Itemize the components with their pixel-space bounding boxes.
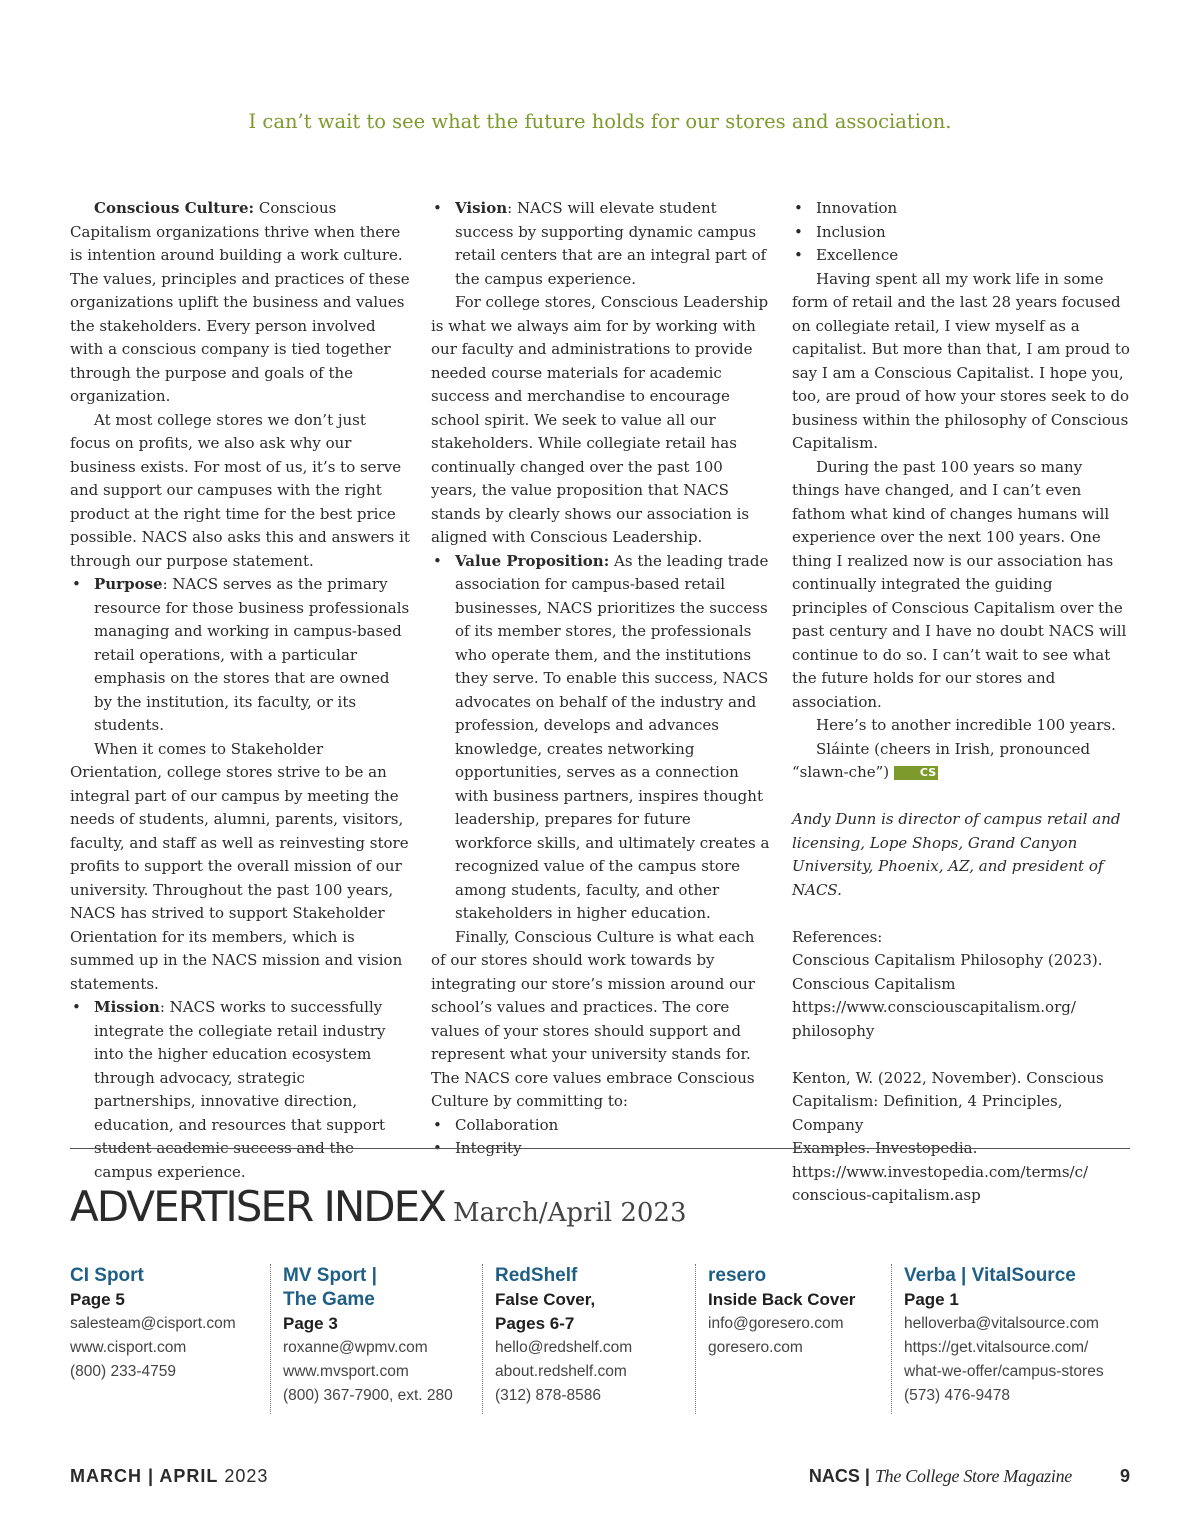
phone-number: (800) 367-7900, ext. 280 [283,1387,453,1404]
paragraph: Finally, Conscious Culture is what each of our stores should work towards by integrating our store’s mission around our school’s values and practices. The core values of your stores should support and represent what your university stands for. The NACS core values embrace Conscious Culture by committing to: [431,927,755,1110]
paragraph: During the past 100 years so many things have changed, and I can’t even fathom what kind of changes humans will experience over the next 100 years. One thing I realized now is our association has continually integrated the guiding principles of Conscious Capitalism over the past century and I have no doubt NACS will continue to do so. I can’t wait to see what the future holds for our stores and association. [792,457,1127,711]
list-item: • Innovation [816,197,1132,221]
paragraph: When it comes to Stakeholder Orientation, college stores strive to be an integral part of our campus by meeting the needs of students, alumni, parents, visitors, faculty, and staff as well as reinvesting store profits to support the overall mission of our university. Throughout the past 100 years, NACS has strived to support Stakeholder Orientation for its members, which is summed up in the NACS mission and vision statements. [70,739,409,993]
paragraph: For college stores, Conscious Leadership is what we always aim for by working with our faculty and administrations to provide needed course materials for academic success and merchandise to encourage school spirit. We seek to value all our stakeholders. While collegiate retail has continually changed over the past 100 years, the value proposition that NACS stands by clearly shows our association is aligned with Conscious Leadership. [431,293,769,546]
advertiser-page: Page 3 [283,1314,338,1333]
paragraph: At most college stores we don’t just focus on profits, we also ask why our business exists. For most of us, it’s to serve and support our campuses with the right product at the right time for the best price possible. NACS also asks this and answers it through our purpose statement. [70,410,410,570]
advertiser-entry [891,1264,1104,1414]
footer-issue-date: MARCH | APRIL 2023 [70,1466,269,1486]
advertiser-index-title: ADVERTISER INDEX [70,1182,445,1231]
list-item-purpose: • Purpose: NACS serves as the primary resource for those business professionals managing and working in campus-based retail operations, with a particular emphasis on the stores that are owned by the institution, its faculty, or its students. [94,573,410,738]
reference-line: Kenton, W. (2022, November). Conscious [792,1068,1104,1087]
website-link[interactable]: https://get.vitalsource.com/ [904,1339,1089,1356]
email-link[interactable]: roxanne@wpmv.com [283,1339,428,1356]
list-item: • Collaboration [455,1114,771,1138]
reference-line: Conscious Capitalism Philosophy (2023). [792,951,1103,969]
website-link[interactable]: www.mvsport.com [283,1363,409,1380]
core-values-list [431,1114,771,1161]
advertiser-page: Page 1 [904,1290,959,1309]
email-link[interactable]: helloverba@vitalsource.com [904,1315,1099,1332]
email-link[interactable]: salesteam@cisport.com [70,1315,236,1332]
advertiser-index-heading [70,1182,687,1231]
bullet-list [70,573,410,738]
phone-number: (312) 878-8586 [495,1387,601,1404]
advertiser-name: MV Sport | The Game [283,1265,377,1310]
paragraph-conscious-culture: Conscious Culture: Conscious Capitalism organizations thrive when there is intention around building a work culture. The values, principles and practices of these organizations uplift the business and values the stakeholders. Every person involved with a conscious company is tied together through the purpose and goals of the organization. [70,199,410,405]
paragraph: Having spent all my work life in some form of retail and the last 28 years focused on collegiate retail, I view myself as a capitalist. But more than that, I am proud to say I am a Conscious Capitalist. I hope you, too, are proud of how your stores seek to do business within the philosophy of Conscious Capitalism. [792,269,1130,452]
advertiser-contact [904,1312,1104,1408]
website-link[interactable]: about.redshelf.com [495,1363,627,1380]
list-item-vision: • Vision: NACS will elevate student success by supporting dynamic campus retail centers that are an integral part of the campus experience. [455,197,771,291]
phone-number: (800) 233-4759 [70,1363,176,1380]
reference-link[interactable]: conscious-capitalism.asp [792,1186,981,1204]
advertiser-contact [283,1336,453,1408]
cs-end-mark-icon: CS [894,766,938,780]
paragraph: Here’s to another incredible 100 years. [816,716,1116,734]
website-link[interactable]: what-we-offer/campus-stores [904,1363,1104,1380]
email-link[interactable]: hello@redshelf.com [495,1339,633,1356]
advertiser-entry [270,1264,453,1414]
advertiser-contact [495,1336,632,1408]
email-link[interactable]: info@goresero.com [708,1315,844,1332]
advertiser-entry [482,1264,632,1414]
paragraph-closing: Sláinte (cheers in Irish, pronounced “slawn-che”) CS [792,739,1091,781]
article-column-2 [431,197,771,1161]
list-item: • Excellence [816,244,1132,268]
advertiser-page: False Cover, Pages 6-7 [495,1290,596,1333]
advertiser-name: Verba | VitalSource [904,1265,1076,1286]
advertiser-page: Inside Back Cover [708,1290,856,1309]
reference-line: Conscious Capitalism [792,974,956,993]
advertiser-page: Page 5 [70,1290,125,1309]
core-values-list [792,197,1132,268]
website-link[interactable]: goresero.com [708,1339,803,1356]
advertiser-index-issue: March/April 2023 [452,1198,687,1228]
list-item: • Integrity [455,1137,771,1161]
section-divider [70,1148,1130,1149]
advertiser-contact [708,1312,855,1360]
page-number: 9 [1119,1466,1130,1486]
reference-link[interactable]: https://www.consciouscapitalism.org/ [792,998,1076,1016]
bullet-list [70,996,410,1184]
advertiser-name: RedShelf [495,1265,578,1286]
reference-2 [792,1067,1132,1208]
article-column-1 [70,197,410,1184]
list-item: • Inclusion [816,221,1132,245]
author-bio: Andy Dunn is director of campus retail and licensing, Lope Shops, Grand Canyon University, Phoenix, AZ, and president of NACS. [792,810,1121,899]
reference-line: Examples. Investopedia. [792,1139,978,1157]
pull-quote: I can’t wait to see what the future holds for our stores and association. [248,110,952,133]
footer-publication [809,1466,1130,1487]
footer-magazine-name: The College Store Magazine [874,1466,1072,1486]
reference-link[interactable]: https://www.investopedia.com/terms/c/ [792,1162,1089,1181]
bullet-list [431,550,771,926]
list-item-mission: • Mission: NACS works to successfully integrate the collegiate retail industry into the higher education ecosystem through advocacy, strategic partnerships, innovative direction, education, and resources that support student academic success and the campus experience. [94,996,410,1184]
advertiser-entry [70,1264,236,1384]
bullet-list [431,197,771,291]
reference-link[interactable]: philosophy [792,1021,875,1040]
footer-org: NACS | [808,1466,870,1486]
advertiser-entry [695,1264,855,1414]
advertiser-name: resero [708,1265,767,1286]
advertiser-contact [70,1312,236,1384]
references-label: References: [792,927,883,946]
reference-line: Capitalism: Definition, 4 Principles, Company [792,1092,1063,1134]
lead-in: Conscious Culture: [94,199,255,217]
advertiser-name: CI Sport [70,1265,144,1286]
reference-1 [792,949,1132,1043]
list-item-value-proposition: • Value Proposition: As the leading trade association for campus-based retail businesses, NACS prioritizes the success of its member stores, the professionals who operate them, and the institutions they serve. To enable this success, NACS advocates on behalf of the industry and profession, develops and advances knowledge, creates networking opportunities, serves as a connection with business partners, inspires thought leadership, prepares for future workforce skills, and ultimately creates a recognized value of the campus store among students, faculty, and other stakeholders in higher education. [455,550,771,926]
phone-number: (573) 476-9478 [904,1387,1010,1404]
article-column-3 [792,197,1132,1208]
website-link[interactable]: www.cisport.com [70,1339,187,1356]
